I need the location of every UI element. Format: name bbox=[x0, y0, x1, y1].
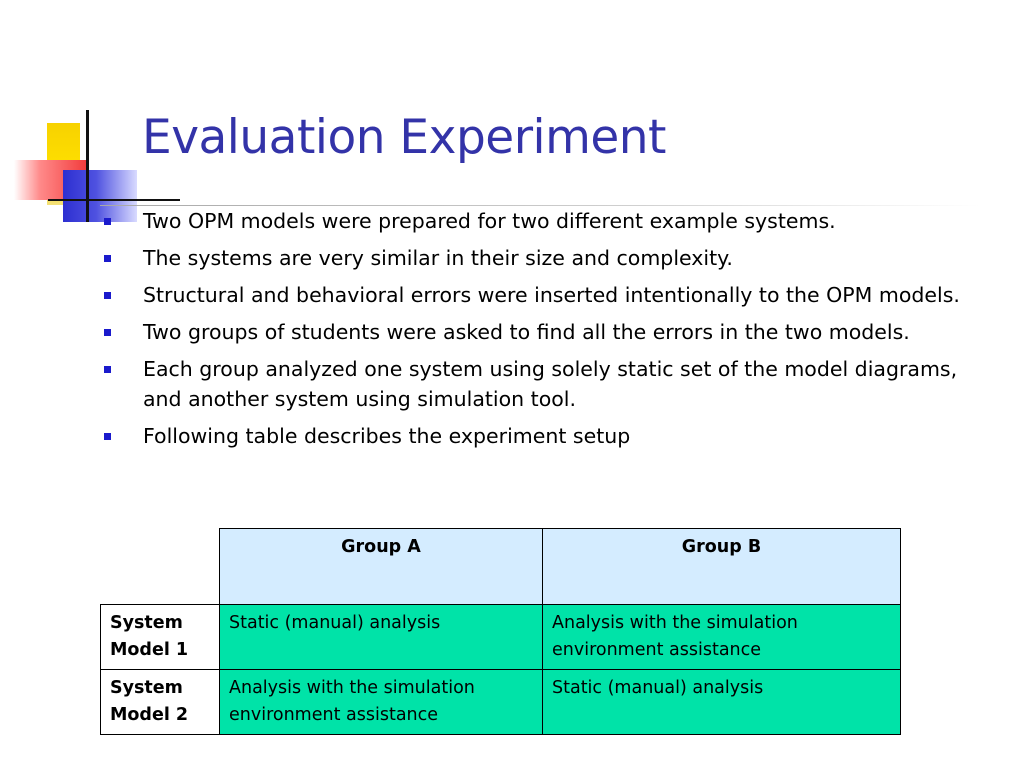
bullet-item bbox=[104, 354, 964, 414]
bullet-text: Two OPM models were prepared for two different example systems. bbox=[143, 209, 836, 233]
bullet-text: Following table describes the experiment setup bbox=[143, 424, 631, 448]
bullet-square-icon bbox=[104, 218, 111, 225]
bullet-text: Two groups of students were asked to find all the errors in the two models. bbox=[143, 320, 910, 344]
table-corner-cell bbox=[101, 529, 220, 605]
bullet-square-icon bbox=[104, 433, 111, 440]
bullet-square-icon bbox=[104, 329, 111, 336]
bullet-item bbox=[104, 280, 964, 310]
decorative-horizontal-line bbox=[48, 199, 180, 201]
bullet-item bbox=[104, 243, 964, 273]
row-header-system-model-2: System Model 2 bbox=[101, 670, 220, 735]
table-row bbox=[101, 605, 901, 670]
table-cell: Static (manual) analysis bbox=[220, 605, 543, 670]
bullet-square-icon bbox=[104, 255, 111, 262]
bullet-item bbox=[104, 421, 964, 451]
decorative-vertical-line bbox=[86, 110, 89, 222]
bullet-list bbox=[104, 206, 964, 458]
bullet-item bbox=[104, 206, 964, 236]
bullet-text: Each group analyzed one system using solely static set of the model diagrams, and another system using simulation tool. bbox=[143, 357, 958, 411]
column-header-group-a: Group A bbox=[220, 529, 543, 605]
bullet-item bbox=[104, 317, 964, 347]
bullet-square-icon bbox=[104, 292, 111, 299]
table-cell: Static (manual) analysis bbox=[543, 670, 901, 735]
bullet-square-icon bbox=[104, 366, 111, 373]
column-header-group-b: Group B bbox=[543, 529, 901, 605]
experiment-setup-table bbox=[100, 528, 901, 735]
slide-title: Evaluation Experiment bbox=[142, 110, 666, 165]
table-cell: Analysis with the simulation environment assistance bbox=[220, 670, 543, 735]
table-header-row bbox=[101, 529, 901, 605]
bullet-text: Structural and behavioral errors were inserted intentionally to the OPM models. bbox=[143, 283, 960, 307]
row-header-system-model-1: System Model 1 bbox=[101, 605, 220, 670]
bullet-text: The systems are very similar in their size and complexity. bbox=[143, 246, 733, 270]
table-row bbox=[101, 670, 901, 735]
table-cell: Analysis with the simulation environment assistance bbox=[543, 605, 901, 670]
